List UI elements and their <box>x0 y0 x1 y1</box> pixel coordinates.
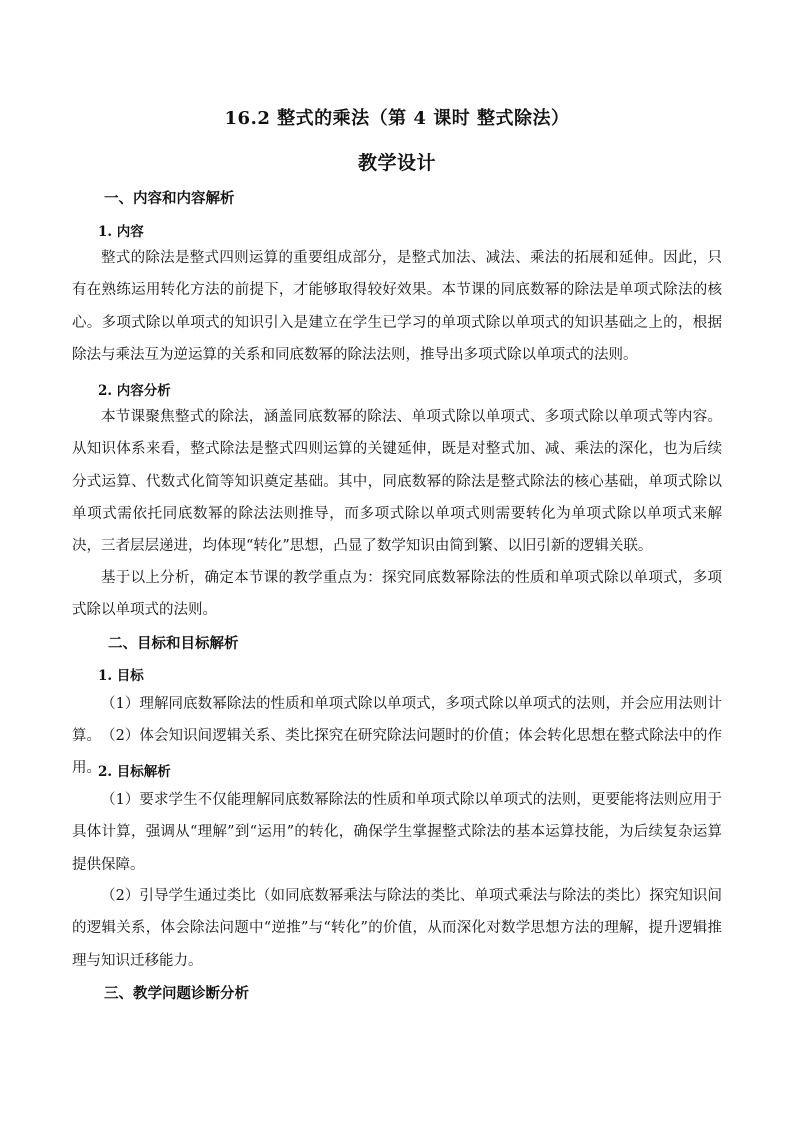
section-heading-2: 二、目标和目标解析 <box>108 635 239 652</box>
section-heading-1: 一、内容和内容解析 <box>104 190 235 207</box>
goal-analysis-item-2: （2）引导学生通过类比（如同底数幂乘法与除法的类比、单项式乘法与除法的类比）探究知识间的逻辑关系，体会除法问题中“逆推”与“转化”的价值，从而深化对数学思想方法的理解，提升逻辑推理与知识迁移能力。 <box>72 888 722 969</box>
goal-item-1: （1）理解同底数幂除法的性质和单项式除以单项式，多项式除以单项式的法则，并会应用法则计算。 <box>72 696 722 745</box>
subsection-heading-content-analysis: 2. 内容分析 <box>98 383 171 399</box>
goal-analysis-item-1: （1）要求学生不仅能理解同底数幂除法的性质和单项式除以单项式的法则，更要能将法则应用于具体计算，强调从“理解”到“运用”的转化，确保学生掌握整式除法的基本运算技能，为后续复杂运算提供保障。 <box>72 792 722 873</box>
subsection-heading-goals: 1. 目标 <box>98 668 144 684</box>
paragraph-teaching-focus: 基于以上分析，确定本节课的教学重点为：探究同底数幂除法的性质和单项式除以单项式，多项式除以单项式的法则。 <box>72 570 722 619</box>
subsection-heading-goal-analysis: 2. 目标解析 <box>98 764 171 780</box>
document-subtitle: 教学设计 <box>357 152 436 174</box>
paragraph-content: 整式的除法是整式四则运算的重要组成部分，是整式加法、减法、乘法的拓展和延伸。因此，只有在熟练运用转化方法的前提下，才能够取得较好效果。本节课的同底数幂的除法是单项式除法的核心。多项式除以单项式的知识引入是建立在学生已学习的单项式除以单项式的知识基础之上的，根据除法与乘法互为逆运算的关系和同底数幂的除法法则，推导出多项式除以单项式的法则。 <box>72 250 722 363</box>
paragraph-content-analysis: 本节课聚焦整式的除法，涵盖同底数幂的除法、单项式除以单项式、多项式除以单项式等内容。从知识体系来看，整式除法是整式四则运算的关键延伸，既是对整式加、减、乘法的深化，也为后续分式运算、代数式化简等知识奠定基础。其中，同底数幂的除法是整式除法的核心基础，单项式除以单项式需依托同底数幂的除法法则推导，而多项式除以单项式则需要转化为单项式除以单项式来解决，三者层层递进，均体现“转化”思想，凸显了数学知识由简到繁、以旧引新的逻辑关联。 <box>72 409 722 555</box>
subsection-heading-content: 1. 内容 <box>98 224 144 240</box>
goal-item-2: （2）体会知识间逻辑关系、类比探究在研究除法问题时的价值；体会转化思想在整式除法中的作用。 <box>72 728 722 777</box>
document-title: 16.2 整式的乘法（第 4 课时 整式除法） <box>224 108 570 129</box>
section-heading-3: 三、教学问题诊断分析 <box>104 985 249 1002</box>
